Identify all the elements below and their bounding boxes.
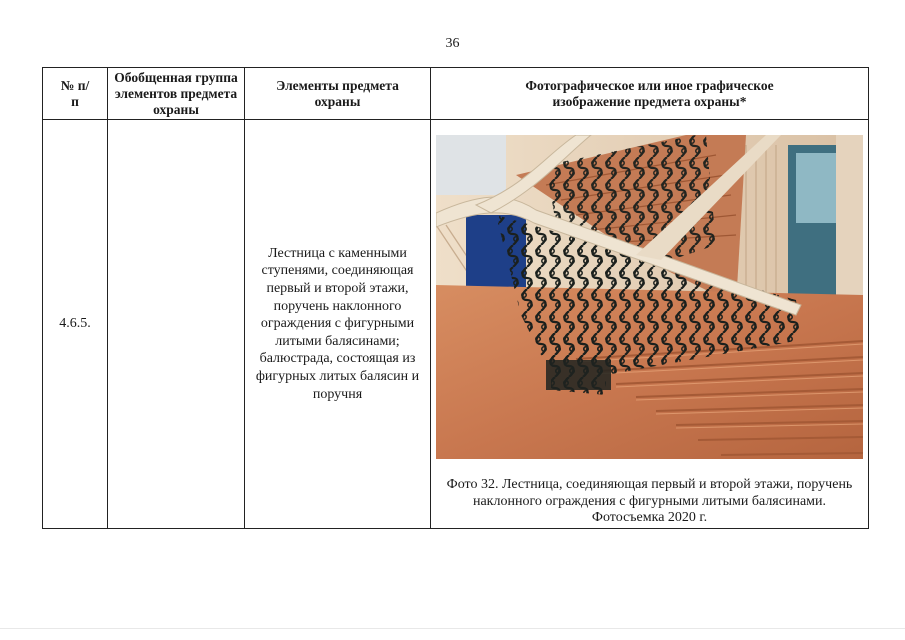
header-elements-label: Элементы предмета охраны bbox=[276, 77, 399, 109]
row-elements-description: Лестница с каменными ступенями, соединяющая первый и второй этажи, поручень наклонного ограждения с фигурными литыми балясинами; балюстрада, состоящая из фигурных литых балясин и поручня bbox=[245, 120, 431, 529]
header-image-label: Фотографическое или иное графическое изображение предмета охраны* bbox=[525, 77, 774, 109]
row-group bbox=[108, 120, 245, 529]
page-number: 36 bbox=[445, 36, 460, 51]
table-header-row bbox=[43, 68, 869, 120]
row-number: 4.6.5. bbox=[43, 120, 108, 529]
staircase-photo bbox=[436, 135, 863, 459]
header-group-label: Обобщенная группа элементов предмета охраны bbox=[114, 69, 238, 117]
header-num bbox=[43, 68, 108, 120]
row-photo-cell bbox=[431, 120, 869, 529]
header-image bbox=[431, 68, 869, 120]
photo-caption: Фото 32. Лестница, соединяющая первый и второй этажи, поручень наклонного ограждения с фигурными литыми балясинами. Фотосъемка 2020 г. bbox=[446, 477, 853, 525]
header-num-label: № п/п bbox=[60, 77, 90, 109]
header-group bbox=[108, 68, 245, 120]
page-edge-line bbox=[0, 628, 905, 629]
table-row bbox=[43, 120, 869, 529]
header-elements bbox=[245, 68, 431, 120]
protection-table bbox=[42, 67, 869, 529]
